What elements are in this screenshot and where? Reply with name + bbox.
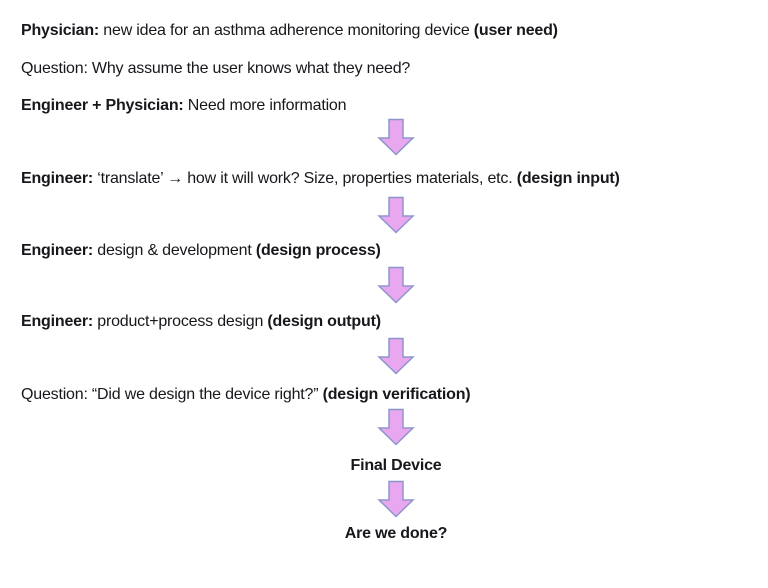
speaker-label: Engineer: (21, 242, 93, 259)
down-arrow-shape (379, 268, 413, 303)
down-arrow-shape (379, 198, 413, 233)
down-arrow-shape (379, 120, 413, 155)
flow-line-design-input (21, 169, 620, 188)
flow-line-design-verification (21, 385, 470, 404)
down-arrow-shape (379, 482, 413, 517)
stage-tag: (user need) (473, 22, 558, 39)
down-arrow-icon (377, 480, 415, 518)
stage-tag: (design verification) (322, 386, 471, 403)
line-body: ‘translate’ → how it will work? Size, properties materials, etc. (93, 170, 517, 187)
speaker-label: Physician: (21, 22, 100, 39)
line-body: new idea for an asthma adherence monitoring device (99, 22, 474, 39)
down-arrow-icon (377, 118, 415, 156)
speaker-label: Engineer + Physician: (21, 97, 184, 114)
are-we-done-label: Are we done? (344, 525, 448, 542)
line-body: Question: “Did we design the device right?” (21, 386, 323, 403)
down-arrow-icon (377, 408, 415, 446)
speaker-label: Engineer: (21, 313, 93, 330)
stage-tag: (design input) (516, 170, 620, 187)
line-body: product+process design (93, 313, 268, 330)
down-arrow-icon (377, 337, 415, 375)
speaker-label: Engineer: (21, 170, 93, 187)
flow-line-question-user (21, 59, 410, 78)
down-arrow-icon (377, 266, 415, 304)
stage-tag: (design output) (267, 313, 381, 330)
stage-tag: (design process) (255, 242, 381, 259)
line-body: Question: Why assume the user knows what they need? (21, 60, 411, 77)
final-device-label: Final Device (350, 457, 442, 474)
down-arrow-shape (379, 339, 413, 374)
flow-line-design-process (21, 241, 381, 260)
flow-line-user-need (21, 21, 558, 40)
flow-line-design-output (21, 312, 381, 331)
down-arrow-shape (379, 410, 413, 445)
flow-line-more-info (21, 96, 346, 115)
line-body: Need more information (183, 97, 347, 114)
line-body: design & development (93, 242, 256, 259)
down-arrow-icon (377, 196, 415, 234)
